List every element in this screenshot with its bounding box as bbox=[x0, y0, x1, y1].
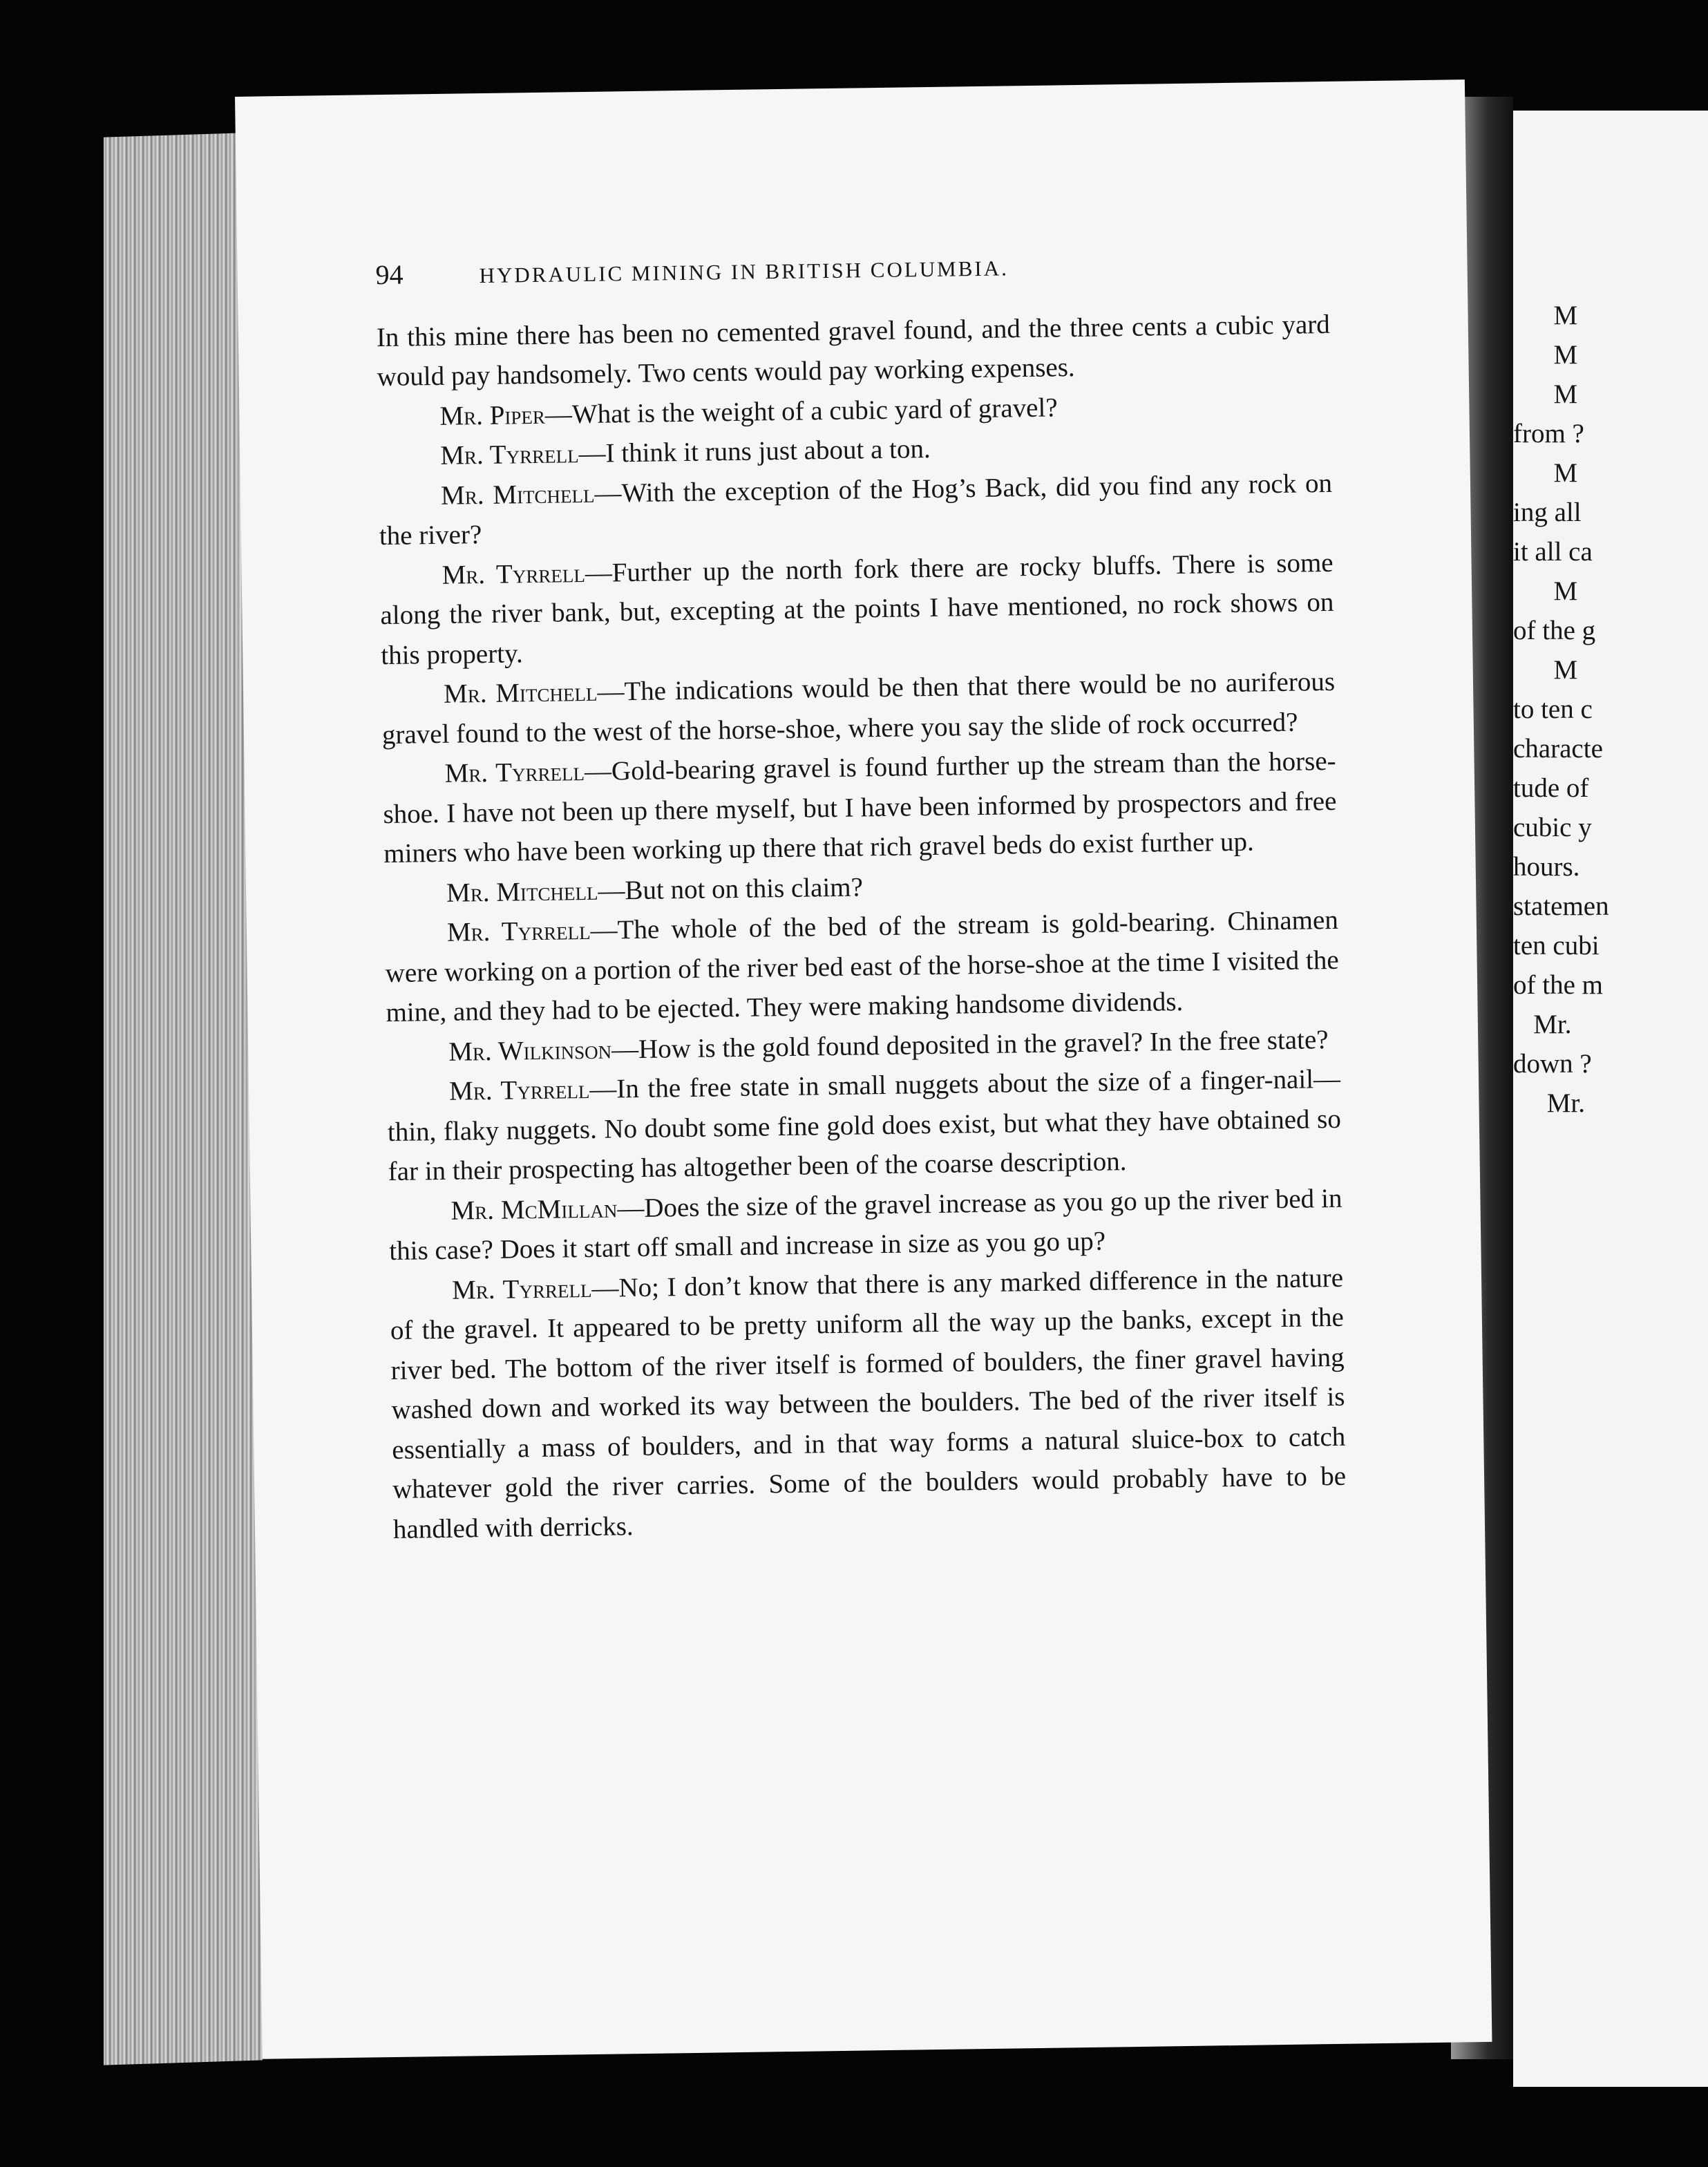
speech-text: —In the free state in small nuggets about the size of a finger-nail—thin, flaky nuggets. No doubt some fine gold does exist, but what they have obtained so far in their prospecting has altogether been of the coarse description. bbox=[387, 1063, 1342, 1187]
speech-text: —Further up the north fork there are rocky bluffs. There is some along the river bank, but, excepting at the points I have mentioned, no rock shows on this property. bbox=[380, 547, 1334, 670]
right-page-line: it all ca bbox=[1513, 537, 1593, 567]
testimony-list bbox=[377, 384, 1347, 1549]
speech-text: —With the exception of the Hog’s Back, did you find any rock on the river? bbox=[379, 468, 1333, 551]
testimony-paragraph bbox=[385, 900, 1340, 1033]
speech-text: —The indications would be then that there would be no auriferous gravel found to the west of the horse-shoe, where you say the slide of rock occurred? bbox=[381, 666, 1336, 750]
right-page-line: Mr. bbox=[1513, 1088, 1586, 1118]
right-page-line: to ten c bbox=[1513, 694, 1593, 724]
right-page-line: Mr. bbox=[1513, 1010, 1572, 1039]
right-page-line: statemen bbox=[1513, 891, 1609, 921]
right-page-line: of the g bbox=[1513, 616, 1596, 645]
speech-text: —No; I don’t know that there is any marked difference in the nature of the gravel. It appeared to be pretty uniform all the way up the banks, except in the river bed. The bottom of the river itself is formed of boulders, the finer gravel having washed down and worked its way between the boulders. The bed of the river itself is essentially a mass of boulders, and in that way forms a natural sluice-box to catch whatever gold the river carries. Some of the boulders would probably have to be handled with derricks. bbox=[390, 1262, 1347, 1544]
speech-text: —Gold-bearing gravel is found further up the stream than the horse-shoe. I have not been up there myself, but I have been informed by prospectors and free miners who have been working up there that rich gravel beds do exist further up. bbox=[383, 746, 1337, 869]
right-page-text bbox=[1513, 296, 1708, 1123]
testimony-paragraph bbox=[387, 1059, 1342, 1192]
right-page-line: of the m bbox=[1513, 970, 1603, 1000]
testimony-paragraph bbox=[379, 542, 1334, 675]
speaker-name: Mr. Mitchell bbox=[446, 876, 598, 908]
right-page-line: ten cubi bbox=[1513, 931, 1600, 961]
right-page-line: hours. bbox=[1513, 852, 1580, 882]
speaker-name: Mr. Tyrrell bbox=[444, 757, 585, 788]
speaker-name: Mr. Piper bbox=[439, 399, 546, 431]
right-page-line: characte bbox=[1513, 734, 1603, 764]
right-page-line: cubic y bbox=[1513, 813, 1592, 842]
speaker-name: Mr. Tyrrell bbox=[446, 915, 591, 947]
page-text bbox=[375, 242, 1347, 1549]
speech-text: —I think it runs just about a ton. bbox=[578, 433, 931, 469]
speech-text: —What is the weight of a cubic yard of gravel? bbox=[544, 392, 1058, 430]
right-page-line: M bbox=[1513, 458, 1578, 488]
speech-text: —But not on this claim? bbox=[598, 871, 864, 906]
page-header bbox=[375, 242, 1329, 297]
speaker-name: Mr. Mitchell bbox=[443, 676, 598, 709]
testimony-paragraph bbox=[390, 1258, 1347, 1549]
right-page-line: M bbox=[1513, 379, 1578, 409]
right-page-line: ing all bbox=[1513, 498, 1582, 527]
right-page-line: down ? bbox=[1513, 1049, 1592, 1079]
testimony-paragraph bbox=[381, 662, 1336, 755]
right-page-line: tude of bbox=[1513, 773, 1589, 803]
testimony-paragraph bbox=[382, 741, 1337, 874]
speaker-name: Mr. McMillan bbox=[450, 1193, 618, 1226]
speaker-name: Mr. Mitchell bbox=[440, 478, 595, 511]
testimony-paragraph bbox=[388, 1178, 1342, 1271]
page-edges bbox=[104, 132, 263, 2065]
speech-text: —The whole of the bed of the stream is gold-bearing. Chinamen were working on a portion of the river bed east of the horse-shoe at the time I visited the mine, and they had to be ejected. They were making handsome dividends. bbox=[385, 905, 1339, 1028]
speaker-name: Mr. Tyrrell bbox=[442, 558, 586, 590]
testimony-paragraph bbox=[379, 463, 1333, 556]
page-number: 94 bbox=[375, 258, 404, 291]
speaker-name: Mr. Tyrrell bbox=[439, 439, 579, 471]
speech-text: —Does the size of the gravel increase as you go up the river bed in this case? Does it start off small and increase in size as you go up? bbox=[389, 1183, 1342, 1267]
right-page-line: M bbox=[1513, 576, 1578, 606]
continuation-paragraph: In this mine there has been no cemented gravel found, and the three cents a cubic yard would pay handsomely. Two cents would pay working expenses. bbox=[376, 309, 1331, 392]
left-page bbox=[235, 79, 1492, 2059]
right-page-line: M bbox=[1513, 655, 1578, 685]
running-title: HYDRAULIC MINING IN BRITISH COLUMBIA. bbox=[479, 256, 1009, 288]
speaker-name: Mr. Tyrrell bbox=[451, 1273, 592, 1305]
right-page-line: M bbox=[1513, 301, 1578, 330]
speaker-name: Mr. Wilkinson bbox=[448, 1034, 612, 1067]
right-page-line: from ? bbox=[1513, 419, 1584, 448]
right-page-line: M bbox=[1513, 340, 1578, 370]
speech-text: —How is the gold found deposited in the gravel? In the free state? bbox=[611, 1024, 1329, 1065]
speaker-name: Mr. Tyrrell bbox=[448, 1074, 590, 1106]
